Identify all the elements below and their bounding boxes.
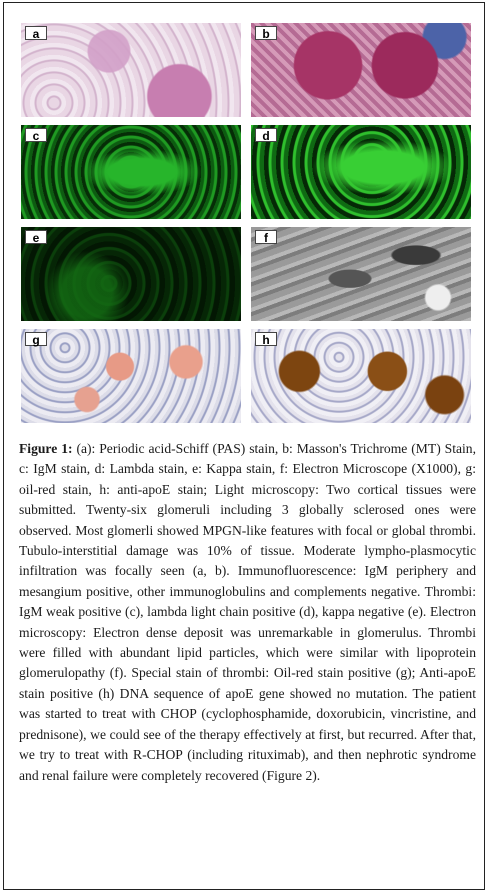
panel-label: b [255, 26, 277, 40]
figure-frame [3, 2, 485, 890]
panel-a-pas-stain [21, 23, 241, 117]
micrograph-grid [21, 23, 471, 425]
caption-label: Figure 1: [19, 441, 73, 456]
panel-label: d [255, 128, 277, 142]
panel-f-electron-microscope [251, 227, 471, 321]
panel-h-anti-apoe-stain [251, 329, 471, 423]
panel-label: f [255, 230, 277, 244]
panel-e-kappa-stain [21, 227, 241, 321]
panel-c-igm-stain [21, 125, 241, 219]
panel-label: a [25, 26, 47, 40]
panel-g-oil-red-stain [21, 329, 241, 423]
panel-label: e [25, 230, 47, 244]
panel-label: c [25, 128, 47, 142]
panel-d-lambda-stain [251, 125, 471, 219]
caption-text: (a): Periodic acid-Schiff (PAS) stain, b: Masson's Trichrome (MT) Stain, c: IgM stain, d: Lambda stain, e: Kappa stain, f: Electron Microscope (X1000), g: oil-red stain, h: anti-apoE stain; Light microscopy: Two cortical tissues were submitted. Twenty-six glomeruli including 3 globally sclerosed ones were observed. Most glomerli showed MPGN-like features with focal or global thrombi. Tubulo-interstitial damage was 10% of tissue. Moderate lympho-plasmocytic infiltration was focally seen (a, b). Immunofluorescence: IgM periphery and mesangium positive, other immunoglobulins and complements negative. Thrombi: IgM weak positive (c), lambda light chain positive (d), kappa negative (e). Electron microscopy: Electron dense deposit was unremarkable in glomerulus. Thrombi were filled with abundant lipid particles, which were similar with lipoprotein glomerulopathy (f). Special stain of thrombi: Oil-red stain positive (g); Anti-apoE stain positive (h) DNA sequence of apoE gene showed no mutation. The patient was started to treat with CHOP (cyclophosphamide, doxorubicin, vincristine, and prednisone), we could see of the therapy effectively at first, but recurred. After that, we try to treat with R-CHOP (including rituximab), and then nephrotic syndrome and renal failure were completely recovered (Figure 2). [19, 441, 476, 783]
panel-label: h [255, 332, 277, 346]
figure-caption [19, 439, 476, 786]
panel-b-masson-trichrome [251, 23, 471, 117]
panel-label: g [25, 332, 47, 346]
